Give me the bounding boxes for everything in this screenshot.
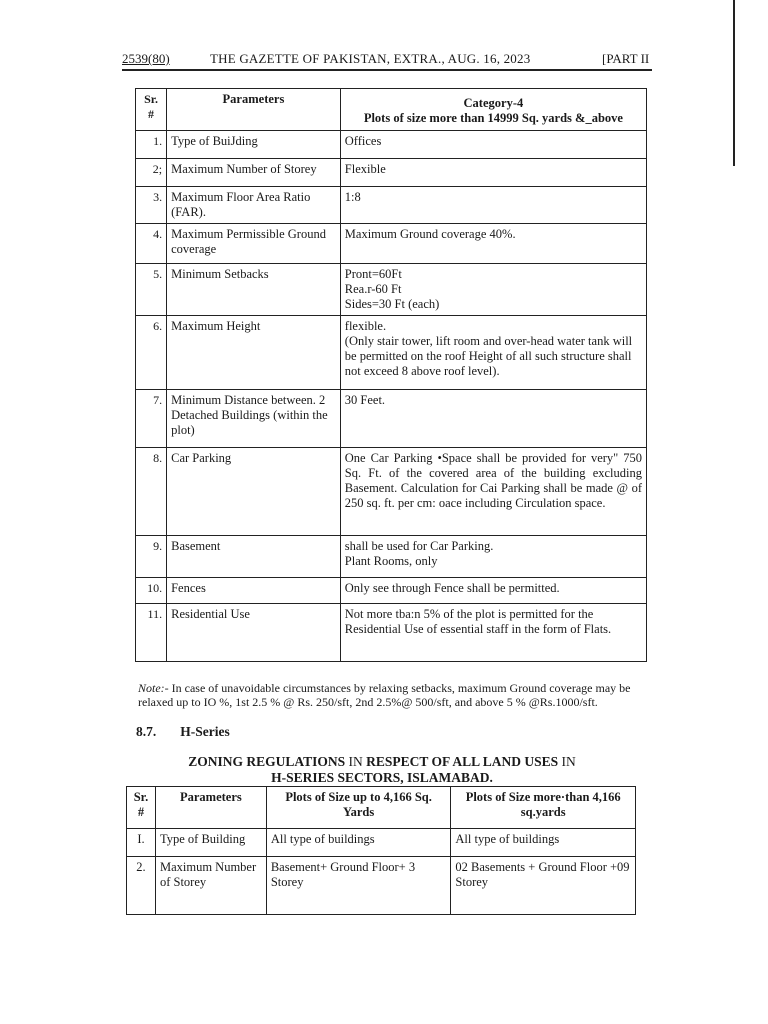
row-parameter: Type of Building (155, 829, 266, 857)
section-number: 8.7. (136, 724, 157, 739)
basement-plant-rooms: Plant Rooms, only (344, 554, 438, 568)
row-parameter: Maximum Floor Area Ratio (FAR). (167, 187, 341, 224)
row-sr: 2. (127, 857, 156, 915)
table-row (136, 264, 647, 316)
row-sr: 10. (136, 578, 167, 604)
height-condition: (Only stair tower, lift room and over-head water tank will be permitted on the roof Height of all such structure shall not exceed 8 above roof level). (344, 334, 633, 378)
zoning-heading-line2: H-SERIES SECTORS, ISLAMABAD. (271, 770, 493, 785)
table-row (127, 829, 636, 857)
row-parameter: Maximum Permissible Ground coverage (167, 224, 341, 264)
relaxation-note (138, 681, 648, 709)
category-4-regulations-table (135, 88, 647, 662)
row-value: Flexible (340, 159, 646, 187)
row-value: 30 Feet. (340, 390, 646, 448)
setback-sides: Sides=30 Ft (each) (344, 297, 440, 311)
zoning-heading-line1 (126, 754, 638, 770)
zoning-heading (126, 754, 638, 786)
row-sr: 7. (136, 390, 167, 448)
header-parameters: Parameters (167, 89, 341, 131)
row-sr: 11. (136, 604, 167, 662)
header-large-plots: Plots of Size more·than 4,166 sq.yards (451, 787, 636, 829)
header-parameters: Parameters (155, 787, 266, 829)
row-sr: 5. (136, 264, 167, 316)
row-parameter: Basement (167, 536, 341, 578)
row-sr: 8. (136, 448, 167, 536)
table-row (127, 857, 636, 915)
row-value: 1:8 (340, 187, 646, 224)
margin-line (733, 0, 735, 166)
row-small-value: Basement+ Ground Floor+ 3 Storey (266, 857, 451, 915)
height-value: flexible. (344, 319, 387, 333)
row-parameter: Car Parking (167, 448, 341, 536)
header-category (340, 89, 646, 131)
basement-use: shall be used for Car Parking. (344, 539, 494, 553)
zoning-heading-part: RESPECT OF ALL LAND USES (366, 754, 559, 769)
row-parameter: Maximum Number of Storey (155, 857, 266, 915)
row-parameter: Minimum Setbacks (167, 264, 341, 316)
row-sr: 3. (136, 187, 167, 224)
header-sr: Sr. # (127, 787, 156, 829)
table-row (136, 224, 647, 264)
table-row (136, 187, 647, 224)
table-header-row (136, 89, 647, 131)
zoning-heading-part: IN (345, 754, 367, 769)
h-series-regulations-table (126, 786, 636, 915)
setback-rear: Rea.r-60 Ft (344, 282, 402, 296)
row-value (340, 316, 646, 390)
section-heading (136, 724, 230, 740)
row-parameter: Fences (167, 578, 341, 604)
row-value: Offices (340, 131, 646, 159)
table-row (136, 131, 647, 159)
setback-front: Pront=60Ft (344, 267, 402, 281)
table-row (136, 604, 647, 662)
table-row (136, 159, 647, 187)
row-sr: I. (127, 829, 156, 857)
row-parameter: Residential Use (167, 604, 341, 662)
row-large-value: All type of buildings (451, 829, 636, 857)
note-label: Note:- (138, 681, 169, 695)
row-sr: 1. (136, 131, 167, 159)
row-value: Not more tba:n 5% of the plot is permitted for the Residential Use of essential staff in the form of Flats. (340, 604, 646, 662)
row-sr: 6. (136, 316, 167, 390)
row-parameter: Type of BuiJding (167, 131, 341, 159)
table-row (136, 316, 647, 390)
header-rule (122, 69, 652, 71)
table-row (136, 390, 647, 448)
row-value (340, 264, 646, 316)
category-title: Category-4 (463, 96, 524, 110)
row-large-value: 02 Basements + Ground Floor +09 Storey (451, 857, 636, 915)
row-value: Only see through Fence shall be permitted. (340, 578, 646, 604)
note-text: In case of unavoidable circumstances by relaxing setbacks, maximum Ground coverage may be relaxed up to IO %, 1st 2.5 % @ Rs. 250/sft, 2nd 2.5%@ 500/sft, and above 5 % @Rs.1000/sft. (138, 681, 631, 709)
zoning-heading-part: ZONING REGULATIONS (188, 754, 346, 769)
row-sr: 2; (136, 159, 167, 187)
part-label: [PART II (602, 51, 650, 66)
row-small-value: All type of buildings (266, 829, 451, 857)
header-small-plots: Plots of Size up to 4,166 Sq. Yards (266, 787, 451, 829)
table-header-row (127, 787, 636, 829)
section-title: H-Series (180, 724, 230, 739)
table-row (136, 578, 647, 604)
category-subtitle: Plots of size more than 14999 Sq. yards &_above (363, 111, 623, 125)
row-value (340, 536, 646, 578)
row-parameter: Minimum Distance between. 2 Detached Buildings (within the plot) (167, 390, 341, 448)
row-value: One Car Parking •Space shall be provided for very" 750 Sq. Ft. of the covered area of the building excluding Basement. Calculation for Cai Parking shall be made @ of 250 sq. ft. per cm: oace including Circulation space. (340, 448, 646, 536)
row-sr: 9. (136, 536, 167, 578)
zoning-heading-part: IN (558, 754, 576, 769)
page-number: 2539(80) (122, 51, 170, 66)
row-parameter: Maximum Number of Storey (167, 159, 341, 187)
row-sr: 4. (136, 224, 167, 264)
row-value: Maximum Ground coverage 40%. (340, 224, 646, 264)
row-parameter: Maximum Height (167, 316, 341, 390)
header-sr: Sr. # (136, 89, 167, 131)
gazette-title: THE GAZETTE OF PAKISTAN, EXTRA., AUG. 16, 2023 (210, 51, 531, 66)
table-row (136, 536, 647, 578)
table-row (136, 448, 647, 536)
